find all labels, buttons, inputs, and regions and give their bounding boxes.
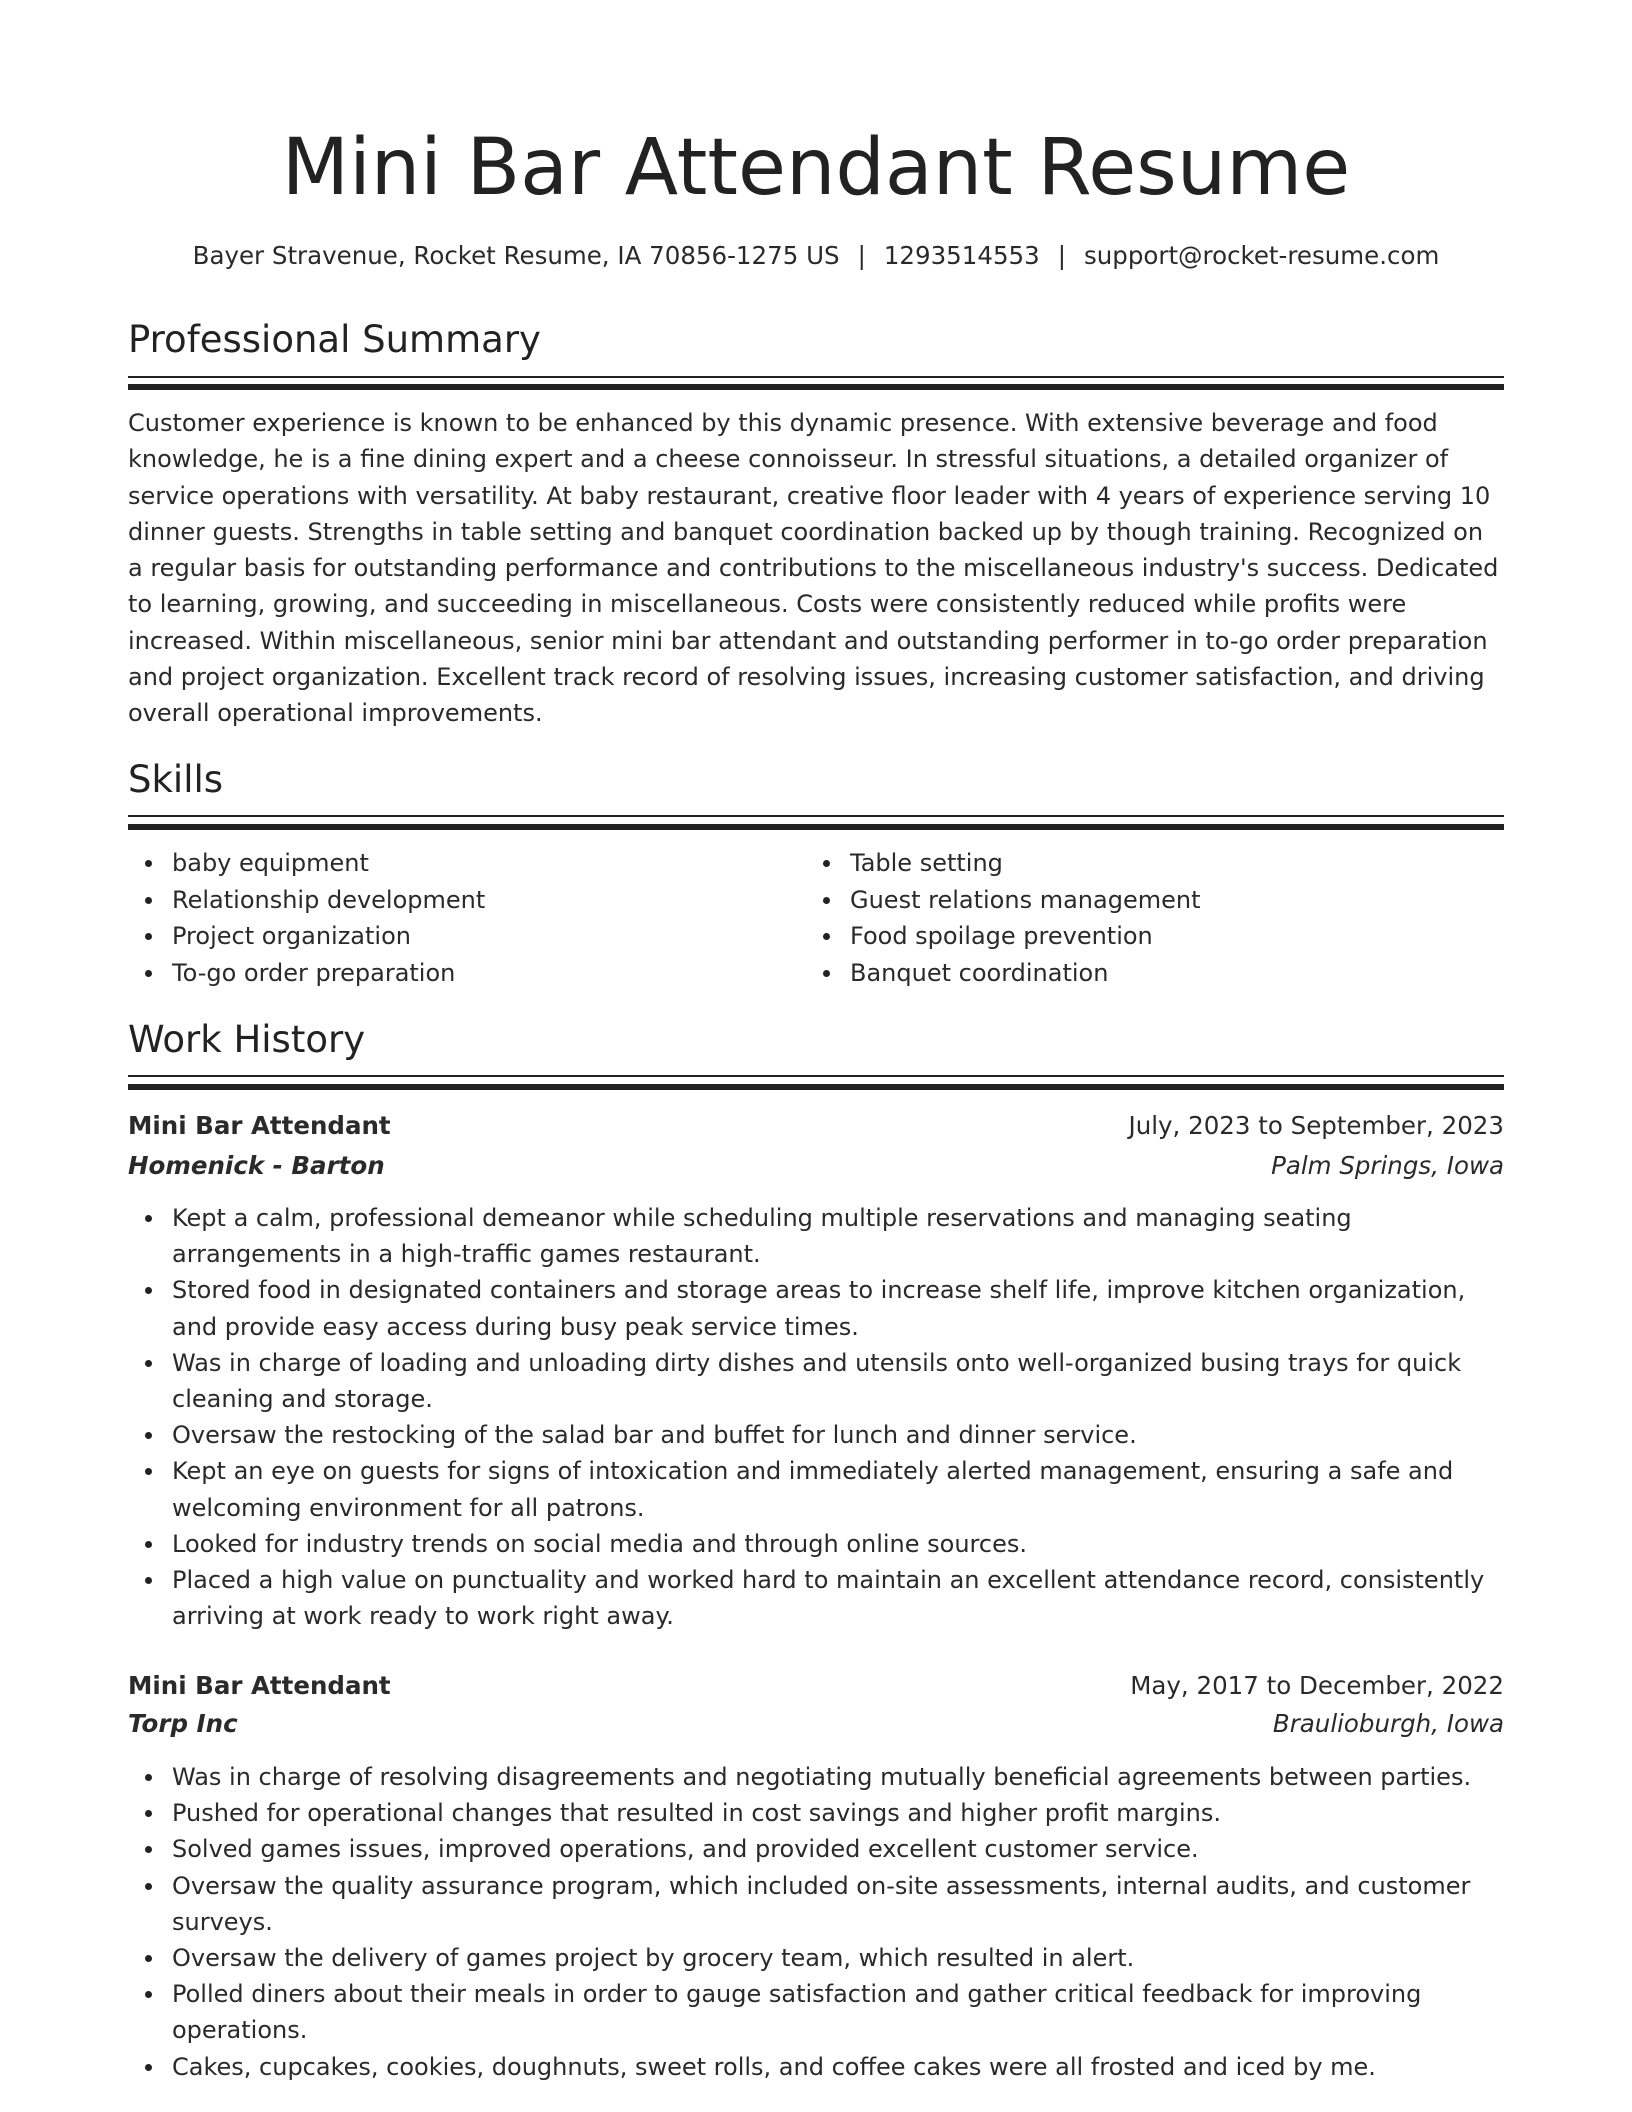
job-title: Mini Bar Attendant [128, 1111, 391, 1140]
contact-line [128, 238, 1504, 274]
skill-item: baby equipment [172, 845, 806, 882]
duty-item: Pushed for operational changes that resulted in cost savings and higher profit margins. [172, 1795, 1504, 1831]
work-section-header [128, 1016, 1504, 1064]
skills-section-header [128, 756, 1504, 804]
duty-item: Polled diners about their meals in order to gauge satisfaction and gather critical feedback for improving operations. [172, 1976, 1504, 2048]
summary-text: Customer experience is known to be enhanced by this dynamic presence. With extensive beverage and food knowledge, he is a fine dining expert and a cheese connoisseur. In stressful situations, a detailed organizer of service operations with versatility. At baby restaurant, creative floor leader with 4 years of experience serving 10 dinner guests. Strengths in table setting and banquet coordination backed up by though training. Recognized on a regular basis for outstanding performance and contributions to the miscellaneous industry's success. Dedicated to learning, growing, and succeeding in miscellaneous. Costs were consistently reduced while profits were increased. Within miscellaneous, senior mini bar attendant and outstanding performer in to-go order preparation and project organization. Excellent track record of resolving issues, increasing customer satisfaction, and driving overall operational improvements. [128, 409, 1499, 728]
job-1-subheader [128, 1147, 1504, 1185]
skills-divider-thin [128, 815, 1504, 817]
job-1-header [128, 1107, 1504, 1145]
job-2-duties [128, 1759, 1504, 2085]
summary-section-header [128, 316, 1504, 364]
skills-list [128, 845, 1504, 991]
skill-item: Banquet coordination [850, 955, 1484, 992]
job-title: Mini Bar Attendant [128, 1671, 391, 1700]
skills-heading: Skills [128, 758, 224, 801]
contact-separator: | [1057, 241, 1066, 270]
resume-title: Mini Bar Attendant Resume [281, 123, 1351, 213]
duty-item: Stored food in designated containers and storage areas to increase shelf life, improve kitchen organization, and provide easy access during busy peak service times. [172, 1272, 1504, 1344]
skills-divider-thick [128, 824, 1504, 830]
job-location: Palm Springs, Iowa [1271, 1151, 1504, 1180]
duty-item: Oversaw the delivery of games project by grocery team, which resulted in alert. [172, 1940, 1504, 1976]
job-dates: May, 2017 to December, 2022 [1130, 1671, 1504, 1700]
skill-item: To-go order preparation [172, 955, 806, 992]
duty-item: Kept an eye on guests for signs of intoxication and immediately alerted management, ensuring a safe and welcoming environment for all patrons. [172, 1453, 1504, 1525]
skill-item: Food spoilage prevention [850, 918, 1484, 955]
job-company: Homenick - Barton [128, 1151, 385, 1180]
skill-item: Guest relations management [850, 882, 1484, 919]
summary-divider-thin [128, 376, 1504, 378]
skill-item: Project organization [172, 918, 806, 955]
job-location: Braulioburgh, Iowa [1272, 1709, 1504, 1738]
duty-item: Oversaw the restocking of the salad bar and buffet for lunch and dinner service. [172, 1417, 1504, 1453]
job-company: Torp Inc [128, 1709, 238, 1738]
contact-phone: 1293514553 [883, 241, 1040, 270]
job-1-duties [128, 1200, 1504, 1634]
duty-item: Placed a high value on punctuality and worked hard to maintain an excellent attendance record, consistently arriving at work ready to work right away. [172, 1562, 1504, 1634]
duty-item: Cakes, cupcakes, cookies, doughnuts, sweet rolls, and coffee cakes were all frosted and iced by me. [172, 2049, 1504, 2085]
job-dates: July, 2023 to September, 2023 [1128, 1111, 1504, 1140]
duty-item: Oversaw the quality assurance program, which included on-site assessments, internal audits, and customer surveys. [172, 1868, 1504, 1940]
duty-item: Looked for industry trends on social media and through online sources. [172, 1526, 1504, 1562]
work-divider-thick [128, 1084, 1504, 1090]
job-2-subheader [128, 1705, 1504, 1743]
contact-address: Bayer Stravenue, Rocket Resume, IA 70856-1275 US [192, 241, 840, 270]
duty-item: Solved games issues, improved operations, and provided excellent customer service. [172, 1831, 1504, 1867]
skill-item: Table setting [850, 845, 1484, 882]
job-2-header [128, 1667, 1504, 1705]
summary-divider-thick [128, 384, 1504, 390]
duty-item: Kept a calm, professional demeanor while scheduling multiple reservations and managing seating arrangements in a high-traffic games restaurant. [172, 1200, 1504, 1272]
work-heading: Work History [128, 1018, 366, 1061]
skills-column-left [128, 845, 806, 991]
contact-separator: | [857, 241, 866, 270]
summary-heading: Professional Summary [128, 318, 541, 361]
skills-column-right [806, 845, 1484, 991]
duty-item: Was in charge of loading and unloading dirty dishes and utensils onto well-organized busing trays for quick cleaning and storage. [172, 1345, 1504, 1417]
contact-email: support@rocket-resume.com [1083, 241, 1440, 270]
skill-item: Relationship development [172, 882, 806, 919]
work-divider-thin [128, 1075, 1504, 1077]
duty-item: Was in charge of resolving disagreements and negotiating mutually beneficial agreements between parties. [172, 1759, 1504, 1795]
